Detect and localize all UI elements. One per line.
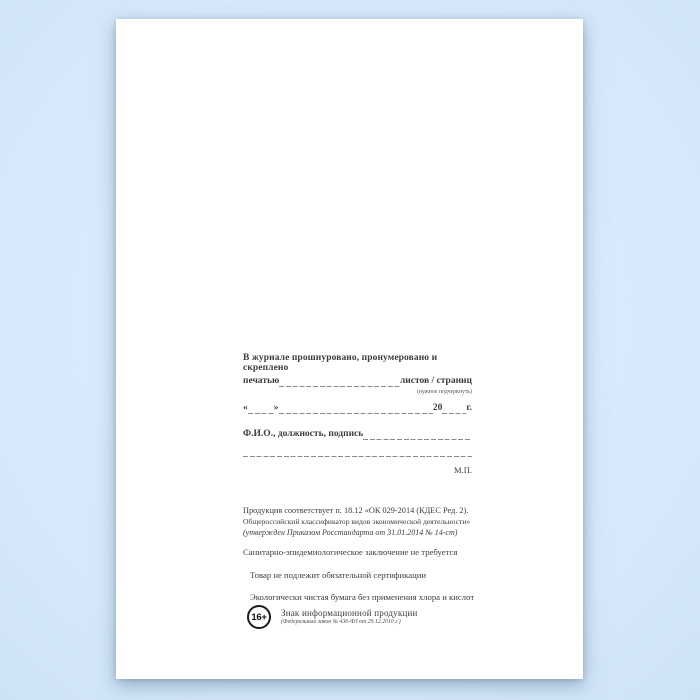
classifier-paragraph [243, 505, 493, 538]
close-quote: » [273, 403, 279, 413]
journal-back-page [116, 19, 583, 679]
signature-line [243, 429, 472, 440]
blank-signature [363, 429, 472, 440]
blank-line-full [243, 449, 472, 457]
year-prefix: 20 [432, 403, 443, 413]
age-mark-label: Знак информационной продукции [281, 608, 418, 618]
open-quote: « [243, 403, 248, 413]
blank-line [279, 376, 400, 387]
certification-statement: Товар не подлежит обязательной сертификации [250, 570, 427, 580]
stamp-place-abbr: М.П. [454, 465, 472, 475]
blank-day [248, 403, 274, 414]
classifier-line1: Продукция соответствует п. 18.12 «ОК 029-2014 (КДЕС Ред. 2). [243, 506, 469, 515]
sheets-pages-label: листов / страниц [399, 376, 472, 386]
blank-year [442, 403, 466, 414]
age-mark-law-note: (Федеральный закон № 436-ФЗ от 29.12.2010 г.) [281, 619, 401, 625]
blank-month [279, 403, 433, 414]
sealed-prefix-label: печатью [243, 376, 280, 386]
date-line [243, 403, 472, 414]
year-suffix: г. [466, 403, 472, 413]
binding-statement: В журнале прошнуровано, пронумеровано и скреплено [243, 353, 438, 373]
age-16-badge-icon: 16+ [247, 605, 271, 629]
classifier-line3: (утвержден Приказом Росстандарта от 31.01.2014 № 14-ст) [243, 528, 458, 537]
age-mark-text [281, 605, 418, 625]
sanitary-statement: Санитарно-эпидемиологическое заключение не требуется [243, 547, 458, 557]
seal-line [243, 376, 472, 387]
age-mark-row [247, 605, 418, 629]
eco-statement: Экологически чистая бумага без применения хлора и кислот [250, 592, 475, 602]
signature-label: Ф.И.О., должность, подпись [243, 429, 364, 439]
classifier-line2: Общероссийский классификатор видов экономической деятельности» [243, 517, 471, 526]
underline-note: (нужное подчеркнуть) [416, 389, 472, 395]
